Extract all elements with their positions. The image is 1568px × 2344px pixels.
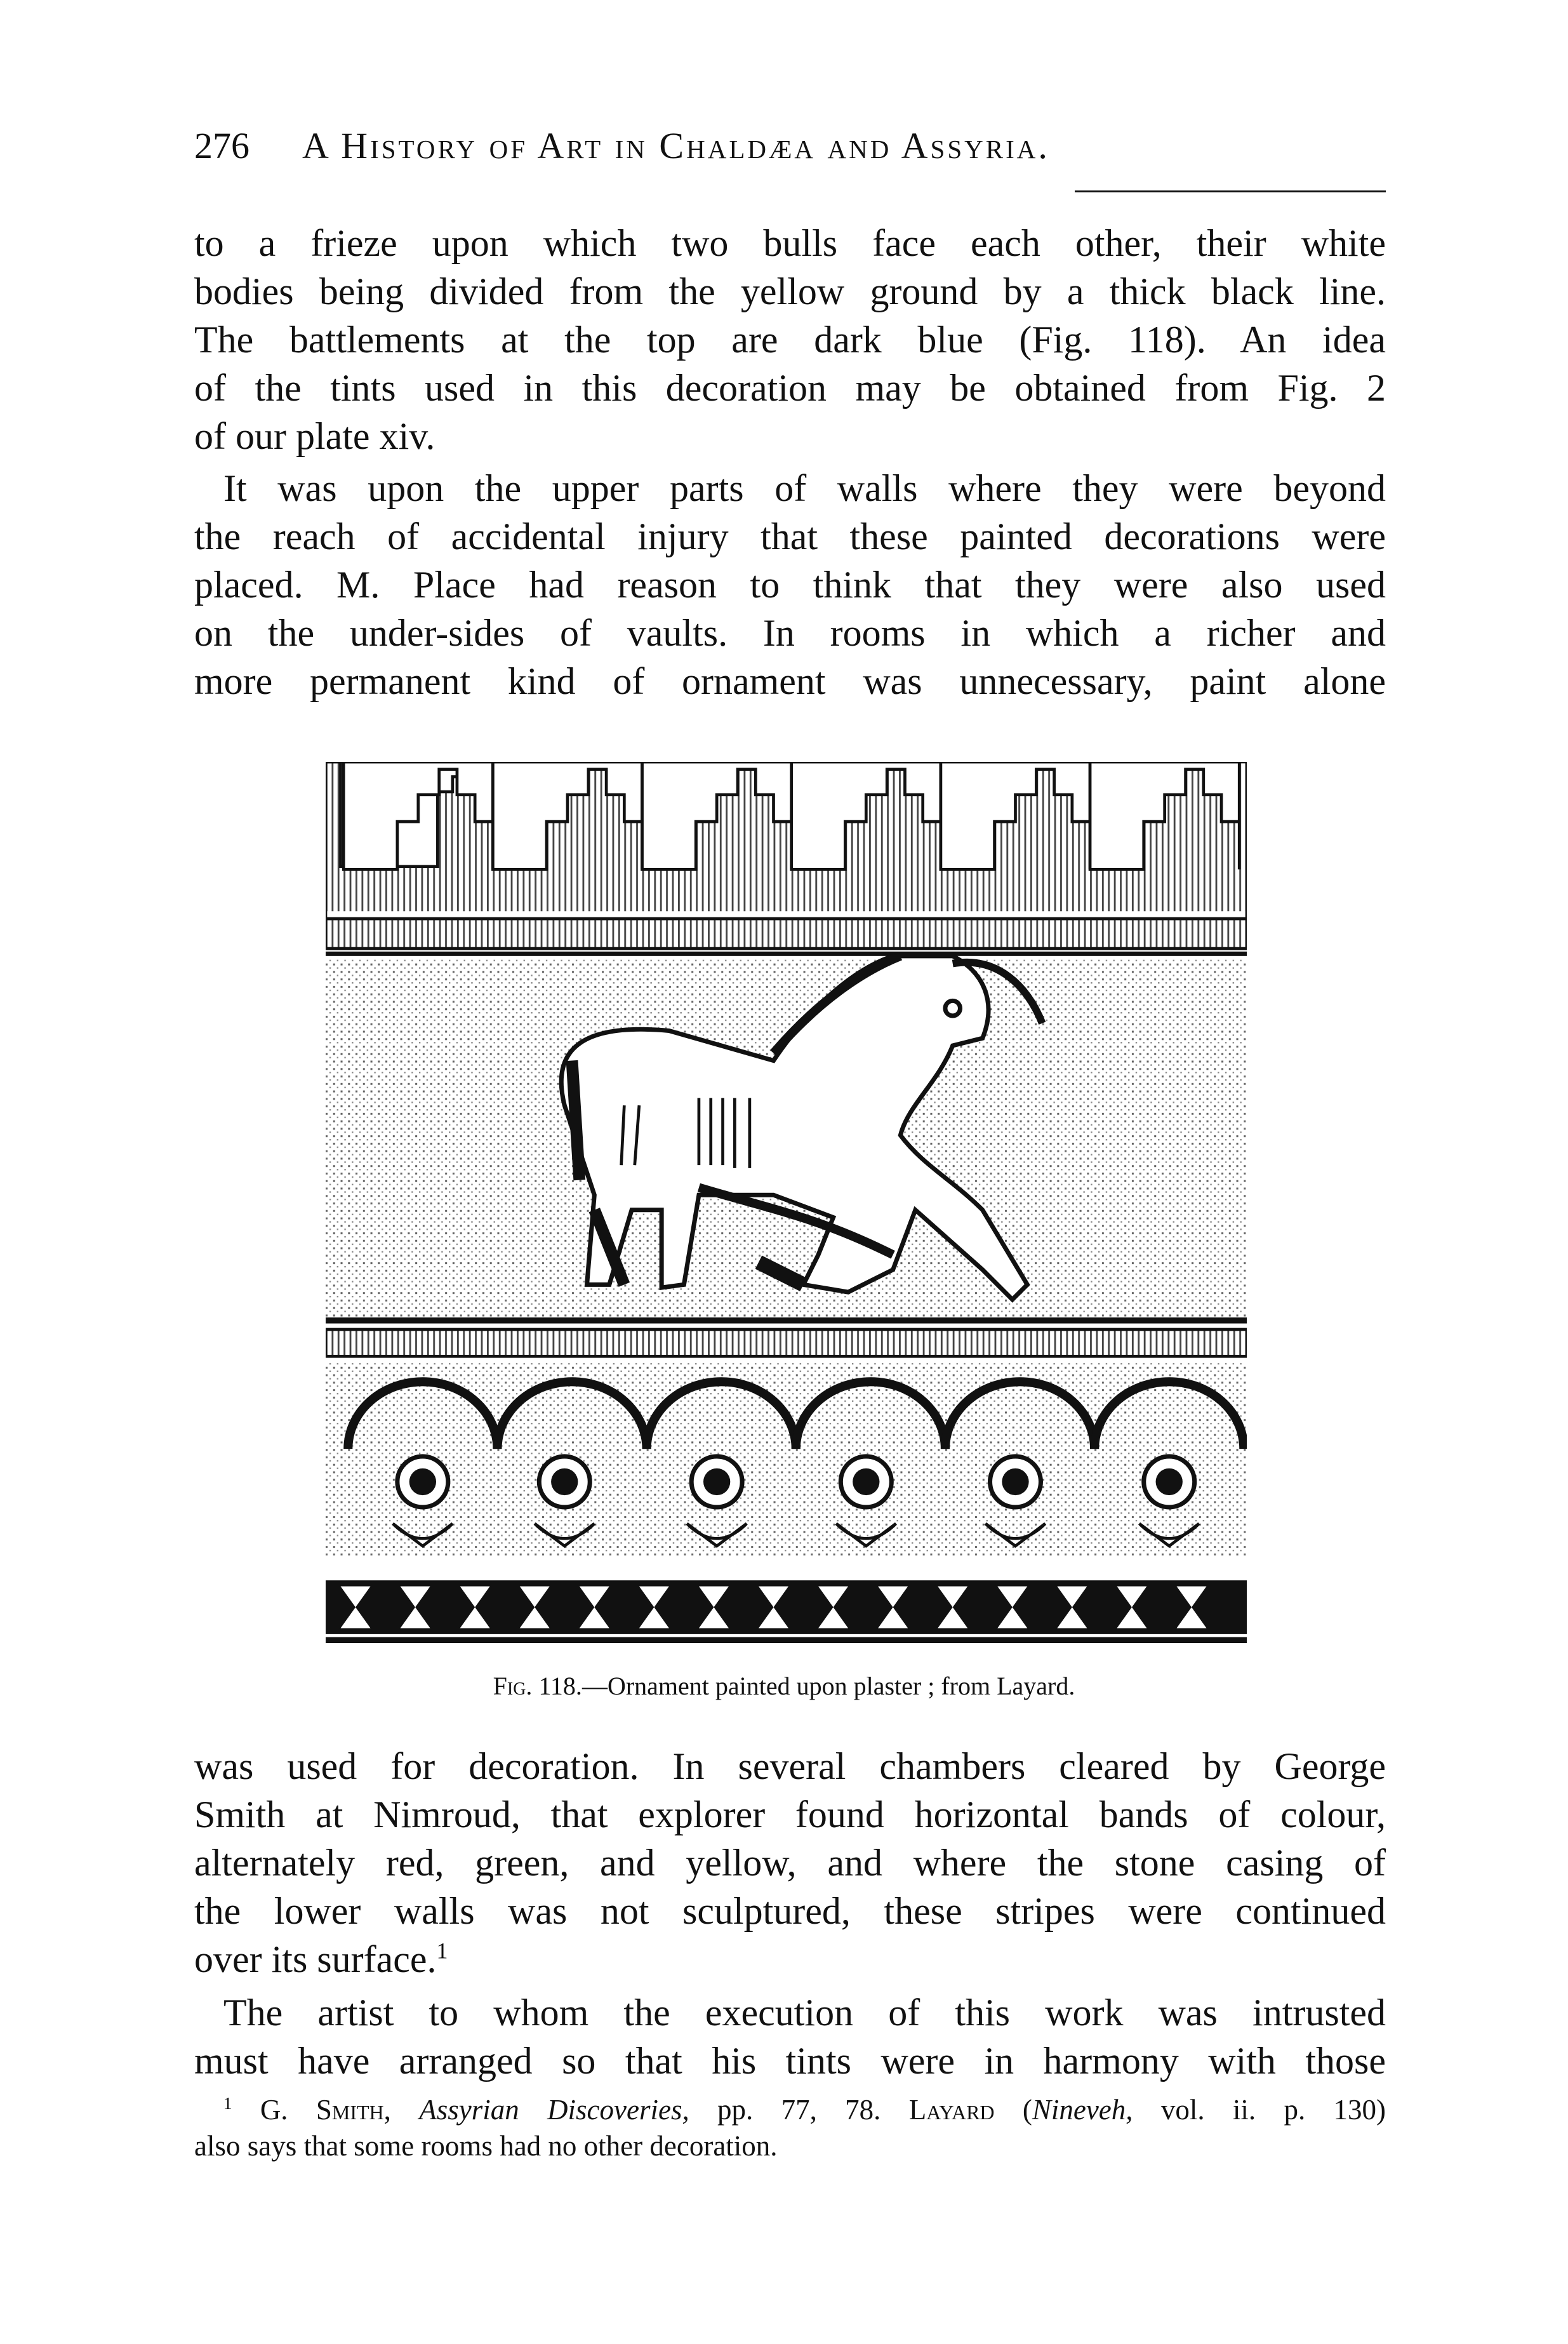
- text-line: of the tints used in this decoration may be obtained from Fig. 2: [194, 367, 1386, 409]
- footnote-pages: pp. 77, 78.: [717, 2094, 881, 2126]
- zigzag-band: [326, 1580, 1247, 1643]
- footnote-reference[interactable]: 1: [436, 1938, 448, 1964]
- upper-band: [326, 919, 1247, 956]
- text-line: Smith at Nimroud, that explorer found horizontal bands of colour,: [194, 1794, 1386, 1835]
- running-title: A History of Art in Chaldæa and Assyria.: [302, 125, 1050, 166]
- figure-caption-text: —Ornament painted upon plaster ; from Layard.: [581, 1672, 1075, 1700]
- footnote-work: Assyrian Discoveries,: [419, 2094, 689, 2126]
- text-line: It was upon the upper parts of walls where they were beyond: [223, 467, 1386, 509]
- text-line: must have arranged so that his tints were in harmony with those: [194, 2040, 1386, 2082]
- text-line: to a frieze upon which two bulls face each other, their white: [194, 222, 1386, 264]
- text-line: was used for decoration. In several chambers cleared by George: [194, 1745, 1386, 1787]
- text-line: placed. M. Place had reason to think that they were also used: [194, 564, 1386, 606]
- page-number: 276: [194, 125, 249, 166]
- text-line: [194, 1935, 1386, 1983]
- footnote-work: Nineveh,: [1032, 2094, 1133, 2126]
- text-line: of our plate xiv.: [194, 415, 435, 457]
- text-line: alternately red, green, and yellow, and where the stone casing of: [194, 1842, 1386, 1884]
- footnote-line: also says that some rooms had no other decoration.: [194, 2130, 778, 2162]
- footnote-marker: 1: [223, 2093, 232, 2113]
- battlements: [326, 762, 1247, 919]
- text-line: the reach of accidental injury that these painted decorations were: [194, 516, 1386, 557]
- footnote-paren: (: [1022, 2094, 1032, 2126]
- figure-caption: [0, 1671, 1568, 1701]
- ground-line: [326, 1317, 1247, 1323]
- footnote-ref: vol. ii. p. 130): [1160, 2094, 1386, 2126]
- text-line: The artist to whom the execution of this work was intrusted: [223, 1992, 1386, 2034]
- text-line: on the under-sides of vaults. In rooms in which a richer and: [194, 612, 1386, 654]
- text-line: bodies being divided from the yellow ground by a thick black line.: [194, 270, 1386, 312]
- footnote-author: G. Smith,: [260, 2094, 391, 2126]
- header-rule: [1075, 190, 1386, 192]
- text-line: The battlements at the top are dark blue (Fig. 118). An idea: [194, 319, 1386, 361]
- text-line-content: over its surface.: [194, 1938, 437, 1980]
- footnote-author: Layard: [908, 2094, 995, 2126]
- arcade-band: [326, 1362, 1247, 1557]
- text-line: more permanent kind of ornament was unnecessary, paint alone: [194, 660, 1386, 702]
- figure-ornament: [326, 762, 1247, 1643]
- running-header: [194, 124, 1386, 167]
- figure-label: Fig. 118.: [493, 1672, 582, 1700]
- middle-band: [326, 1329, 1247, 1356]
- text-line: the lower walls was not sculptured, these stripes were continued: [194, 1890, 1386, 1932]
- footnote-line: [223, 2092, 1386, 2128]
